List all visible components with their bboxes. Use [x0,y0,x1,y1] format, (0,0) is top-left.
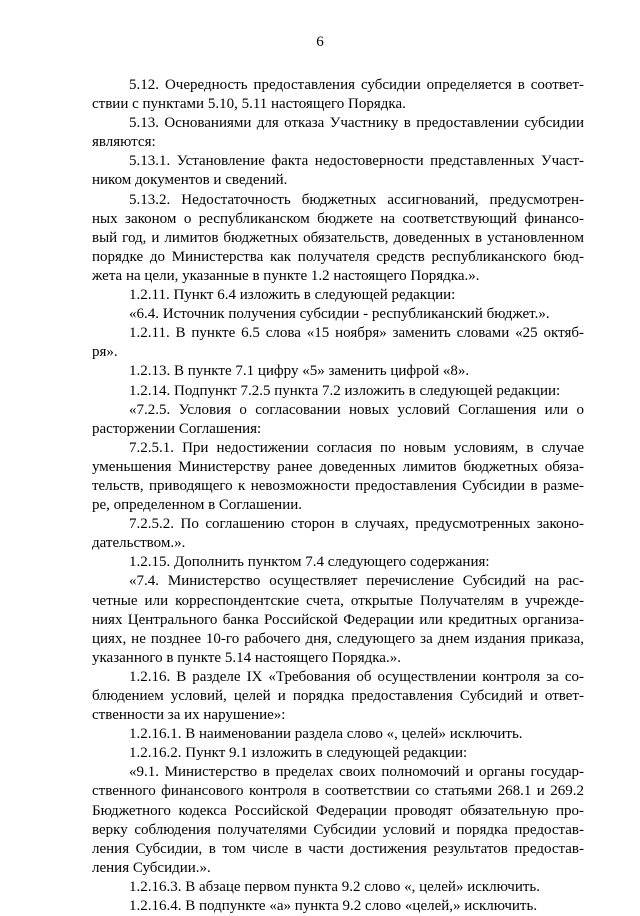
text-line: 1.2.11. Пункт 6.4 изложить в следующей редакции: [129,287,456,304]
text-line: уменьшения Министерству ранее доведенных лимитов бюджетных обяза- [92,458,584,475]
text-line: ником документов и сведений. [92,172,288,189]
text-line: 1.2.16.4. В подпункте «а» пункта 9.2 слово «целей,» исключить. [129,898,538,915]
text-line: Бюджетного кодекса Российской Федерации проводят обязательную про- [92,802,584,819]
text-line: указанного в пункте 5.14 настоящего Порядка.». [92,649,401,666]
text-line: циях, не позднее 10-го рабочего дня, следующего за днем издания приказа, [92,630,584,647]
text-line: верку соблюдения получателями Субсидии условий и порядка предостав- [92,821,584,838]
text-line: тельств, приводящего к невозможности предоставления Субсидии в разме- [92,477,584,494]
document-body [92,76,584,916]
text-line: блюдением условий, целей и порядка предоставления Субсидий и ответ- [92,688,584,704]
text-line: ре, определенном в Соглашении. [92,497,302,514]
text-line: 1.2.14. Подпункт 7.2.5 пункта 7.2 изложить в следующей редакции: [129,382,561,399]
text-line: 5.13.1. Установление факта недостоверности представленных Участ- [129,153,584,170]
text-line: ниях Центрального банка Российской Федерации или кредитных организа- [92,611,584,628]
text-line: «9.1. Министерство в пределах своих полномочий и органы государ- [129,764,584,781]
text-line: «6.4. Источник получения субсидии - республиканский бюджет.». [129,306,550,323]
text-line: порядке до Министерства как получателя средств республиканского бюд- [92,248,584,265]
text-line: жета на цели, указанные в пункте 1.2 настоящего Порядка.». [92,267,480,284]
text-line: вый год, и лимитов бюджетных обязательств, доведенных в установленном [92,229,584,246]
text-line: расторжении Соглашения: [92,420,262,437]
text-line: ствии с пунктами 5.10, 5.11 настоящего Порядка. [92,96,406,113]
text-line: 1.2.16.1. В наименовании раздела слово «, целей» исключить. [129,726,523,743]
text-line: 1.2.16. В разделе IX «Требования об осуществлении контроля за со- [129,668,584,685]
text-line: 1.2.11. В пункте 6.5 слова «15 ноября» заменить словами «25 октяб- [129,325,584,342]
text-line: дательством.». [92,535,186,552]
text-line: «7.2.5. Условия о согласовании новых условий Соглашения или о [129,401,584,418]
page-number: 6 [316,34,324,50]
text-line: «7.4. Министерство осуществляет перечисление Субсидий на рас- [129,573,584,590]
text-line: 7.2.5.2. По соглашению сторон в случаях, предусмотренных законо- [129,516,584,533]
text-line: 1.2.15. Дополнить пунктом 7.4 следующего содержания: [129,554,490,571]
text-line: четные или корреспондентские счета, открытые Получателям в учрежде- [92,592,584,609]
text-line: ственности за их нарушение»: [92,707,286,724]
text-line: 1.2.16.3. В абзаце первом пункта 9.2 слово «, целей» исключить. [129,878,541,895]
text-line: 7.2.5.1. При недостижении согласия по новым условиям, в случае [129,439,584,456]
text-line: являются: [92,134,156,151]
text-line: 1.2.13. В пункте 7.1 цифру «5» заменить цифрой «8». [129,363,470,380]
text-line: 1.2.16.2. Пункт 9.1 изложить в следующей редакции: [129,745,468,762]
text-line: ря». [92,344,118,361]
text-line: 5.13.2. Недостаточность бюджетных ассигнований, предусмотрен- [129,191,584,208]
text-line: ных законом о республиканском бюджете на соответствующий финансо- [92,210,584,227]
text-line: 5.12. Очередность предоставления субсидии определяется в соответ- [129,77,584,93]
text-line: ственного финансового контроля в соответствии со статьями 268.1 и 269.2 [92,783,584,800]
text-line: ления Субсидии, в том числе в части достижения результатов предостав- [92,840,584,857]
text-line: 5.13. Основаниями для отказа Участнику в предоставлении субсидии [129,115,584,132]
text-line: ления Субсидии.». [92,859,211,876]
